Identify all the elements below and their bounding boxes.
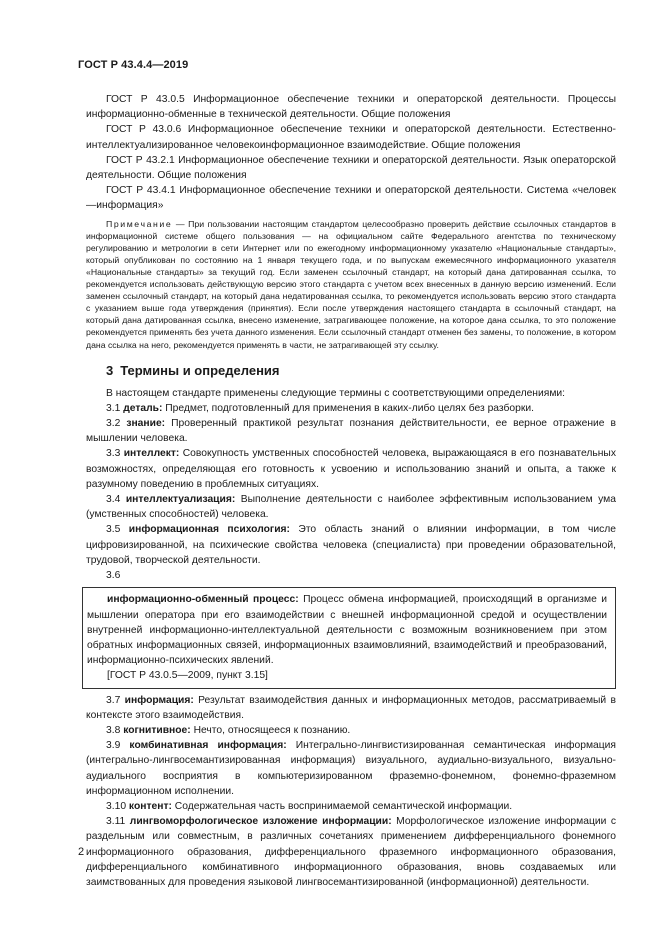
term-definition: Интегрально-лингвистизированная семантическая информация (интегрально-лингвосемантизированная информация) визуального, аудиально-визуального, визуально-аудиального восприятия в компьютеризированном фраземно-фонемном, фонемно-фраземном информационном исполнении. (86, 740, 616, 797)
term-definition: Проверенный практикой результат познания действительности, ее верное отражение в мышлении человека. (86, 418, 616, 445)
term-entry: 3.4 интеллектуализация: Выполнение деятельности с наиболее эффективным использованием ума (умственных способностей) человека. (86, 494, 616, 521)
normative-reference: ГОСТ Р 43.0.5 Информационное обеспечение техники и операторской деятельности. Процессы информационно-обменные в технической деятельности. Общие положения (86, 94, 616, 121)
term-name: знание: (126, 418, 166, 430)
normative-reference: ГОСТ Р 43.4.1 Информационное обеспечение техники и операторской деятельности. Система «человек—информация» (86, 185, 616, 212)
term-entry: 3.8 когнитивное: Нечто, относящееся к познанию. (106, 724, 351, 736)
term-name: интеллект: (123, 448, 180, 460)
document-body (86, 92, 616, 890)
section-heading (106, 362, 616, 380)
term-entry: 3.7 информация: Результат взаимодействия данных и информационных методов, рассматриваемый в контексте этого взаимодействия. (86, 694, 616, 721)
section-intro: В настоящем стандарте применены следующие термины с соответствующими определениями: (106, 387, 566, 399)
term-entry: 3.2 знание: Проверенный практикой результат познания действительности, ее верное отражение в мышлении человека. (86, 418, 616, 445)
section-title: Термины и определения (120, 362, 280, 378)
note-paragraph (86, 218, 616, 351)
term-name: комбинативная информация: (129, 740, 287, 752)
term-entry: 3.9 комбинативная информация: Интегрально-лингвистизированная семантическая информация (интегрально-лингвосемантизированная информация) визуального, аудиально-визуального, визуально-аудиального восприятия в компьютеризированном фраземно-фонемном, фонемно-фраземном информационном исполнении. (86, 740, 616, 797)
term-name: информационно-обменный процесс: (107, 594, 299, 606)
term-entry (87, 592, 607, 668)
term-name: интеллектуализация: (125, 494, 236, 506)
term-name: лингвоморфологическое изложение информации: (129, 816, 392, 828)
term-entry: 3.3 интеллект: Совокупность умственных способностей человека, выражающаяся в его познавательных возможностях, определяющая его готовность к усвоению и использованию знаний и опыта, а также к разумному поведению в проблемных ситуациях. (86, 448, 616, 490)
term-definition: Содержательная часть воспринимаемой семантической информации. (174, 800, 513, 812)
term-name: контент: (128, 800, 172, 812)
term-name: когнитивное: (123, 724, 191, 736)
page-number: 2 (78, 846, 85, 858)
term-entry: 3.5 информационная психология: Это область знаний о влиянии информации, в том числе цифровизированной, на психические свойства человека (специалиста) при проведении образовательной, трудовой, творческой деятельности. (86, 524, 616, 566)
term-entry: 3.10 контент: Содержательная часть воспринимаемой семантической информации. (106, 800, 513, 812)
term-definition: Процесс обмена информацией, происходящий в организме и мышлении оператора при его взаимодействии с внешней информационной средой и осуществлении внутренней информационно-интеллектуальной деятельности с возможным возникновением при этом обратных информационных связей, информационных взаимовлияний, взаимодействий и преобразований, информационно-психических явлений. (87, 594, 607, 667)
term-number: 3.6 (106, 570, 121, 582)
normative-reference: ГОСТ Р 43.0.6 Информационное обеспечение техники и операторской деятельности. Естественно-интеллектуализированное человекоинформационное взаимодействие. Общие положения (86, 124, 616, 151)
term-definition: Совокупность умственных способностей человека, выражающаяся в его познавательных возможностях, определяющая его готовность к усвоению и использованию знаний и опыта, а также к разумному поведению в проблемных ситуациях. (86, 448, 616, 490)
term-definition: Это область знаний о влиянии информации, в том числе цифровизированной, на психические свойства человека (специалиста) при проведении образовательной, трудовой, творческой деятельности. (86, 524, 616, 566)
term-name: информация: (124, 694, 194, 706)
term-entry: 3.11 лингвоморфологическое изложение информации: Морфологическое изложение информации с раздельным или совместным, в различных сочетаниях применением дифференциального фонемного информационного образования, дифференциального фраземного информационного образования, дифференциального комбинативного информационного образования, вновь создаваемых или заимствованных для проведения языковой лингвосемантизированной (информационной) деятельности. (86, 816, 616, 888)
term-source: [ГОСТ Р 43.0.5—2009, пункт 3.15] (107, 670, 268, 682)
term-definition: Выполнение деятельности с наиболее эффективным использованием ума (умственных способностей) человека. (86, 494, 616, 521)
note-label: Примечание (106, 218, 173, 229)
section-number: 3 (106, 362, 114, 378)
note-text: — При пользовании настоящим стандартом целесообразно проверить действие ссылочных стандартов в информационной системе общего пользования — на официальном сайте Федерального агентства по техническому регулированию и метрологии в сети Интернет или по ежегодному информационному указателю «Национальные стандарты», который опубликован по состоянию на 1 января текущего года, и по выпускам ежемесячного информационного указателя «Национальные стандарты» за текущий год. Если заменен ссылочный стандарт, на который дана датированная ссылка, то рекомендуется использовать действующую версию этого стандарта с учетом всех внесенных в данную версию изменений. Если заменен ссылочный стандарт, на который дана недатированная ссылка, то рекомендуется использовать версию этого стандарта с указанием выше года утверждения (принятия). Если после утверждения настоящего стандарта в ссылочный стандарт, на который дана датированная ссылка, внесено изменение, затрагивающее положение, на которое дана ссылка, то это положение рекомендуется применять без учета данного изменения. Если ссылочный стандарт отменен без замены, то положение, в котором дана ссылка на него, рекомендуется применять в части, не затрагивающей эту ссылку. (86, 218, 616, 350)
term-definition: Нечто, относящееся к познанию. (193, 724, 351, 736)
normative-reference: ГОСТ Р 43.2.1 Информационное обеспечение техники и операторской деятельности. Язык операторской деятельности. Общие положения (86, 154, 616, 182)
term-name: деталь: (123, 402, 163, 414)
term-definition: Результат взаимодействия данных и информационных методов, рассматриваемый в контексте этого взаимодействия. (86, 694, 616, 721)
term-definition: Морфологическое изложение информации с раздельным или совместным, в различных сочетаниях применением дифференциального фонемного информационного образования, дифференциального фраземного информационного образования, дифференциального комбинативного информационного образования, вновь создаваемых или заимствованных для проведения языковой лингвосемантизированной (информационной) деятельности. (86, 816, 616, 888)
term-name: информационная психология: (128, 524, 290, 536)
document-header: ГОСТ Р 43.4.4—2019 (78, 59, 189, 71)
term-box (82, 587, 616, 688)
term-definition: Предмет, подготовленный для применения в каких-либо целях без разборки. (165, 402, 534, 414)
term-entry: 3.1 деталь: Предмет, подготовленный для применения в каких-либо целях без разборки. (106, 402, 534, 414)
